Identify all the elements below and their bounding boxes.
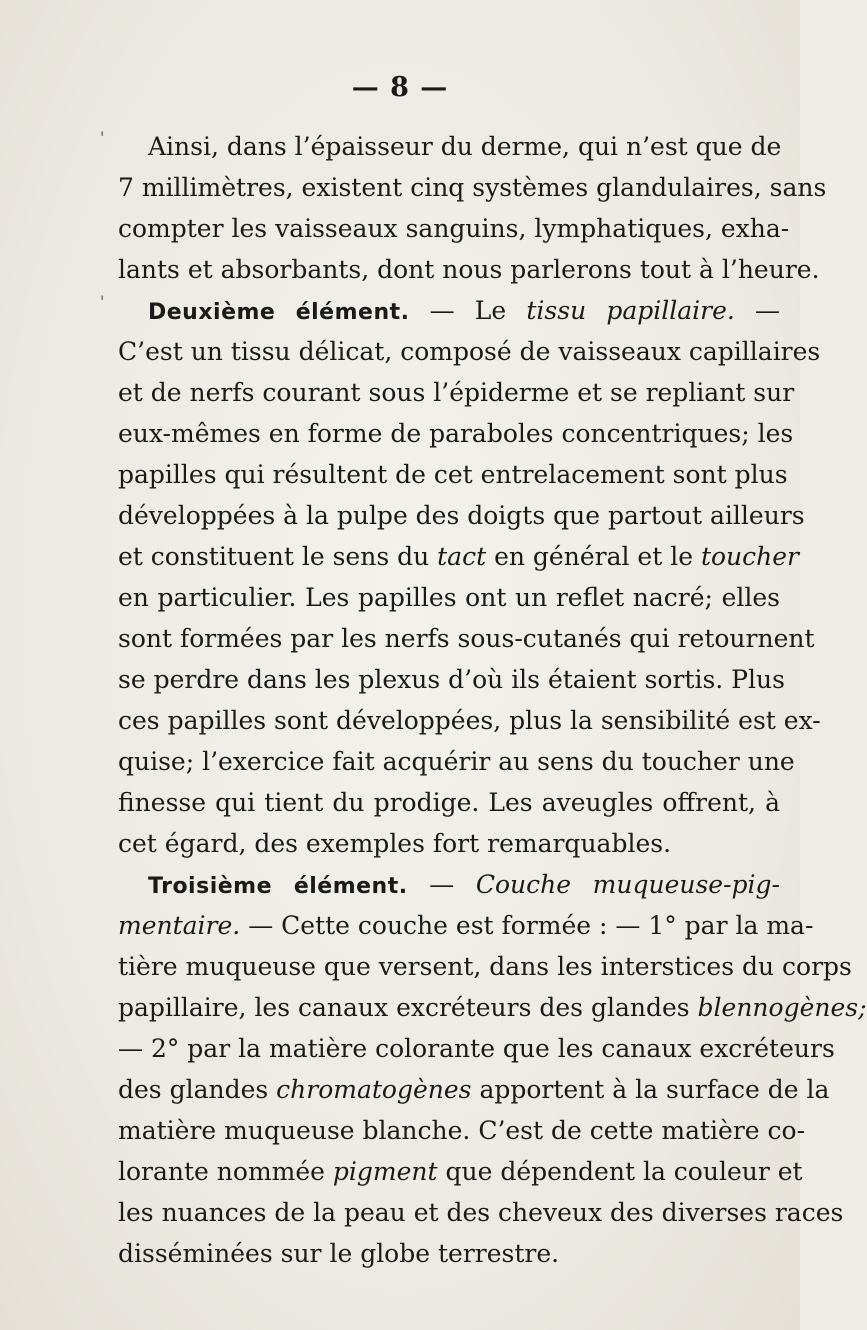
text-span: lorante nommée bbox=[118, 1157, 333, 1186]
text-line: matière muqueuse blanche. C’est de cette matière co- bbox=[118, 1116, 806, 1145]
text-line bbox=[118, 1069, 830, 1110]
text-span: des glandes bbox=[118, 1075, 277, 1104]
text-span: — bbox=[407, 870, 476, 899]
text-span: papillaire, les canaux excréteurs des glandes bbox=[118, 993, 698, 1022]
text-line: sont formées par les nerfs sous-cutanés qui retournent bbox=[118, 624, 815, 653]
text-line: tière muqueuse que versent, dans les interstices du corps bbox=[118, 952, 852, 981]
margin-mark: ' bbox=[100, 292, 105, 311]
italic-term: blennogènes; bbox=[697, 993, 867, 1022]
text-line: et de nerfs courant sous l’épiderme et se repliant sur bbox=[118, 378, 795, 407]
italic-term: pigment bbox=[332, 1157, 438, 1186]
italic-term: toucher bbox=[700, 542, 799, 571]
text-span: que dépendent la couleur et bbox=[437, 1157, 803, 1186]
text-line: les nuances de la peau et des cheveux des diverses races bbox=[118, 1198, 844, 1227]
text-line: en particulier. Les papilles ont un reflet nacré; elles bbox=[118, 583, 780, 612]
text-span: apportent à la surface de la bbox=[471, 1075, 830, 1104]
text-span: et constituent le sens du bbox=[118, 542, 438, 571]
text-line: compter les vaisseaux sanguins, lymphatiques, exha- bbox=[118, 214, 790, 243]
text-line: papilles qui résultent de cet entrelacement sont plus bbox=[118, 460, 788, 489]
text-line: C’est un tissu délicat, composé de vaisseaux capillaires bbox=[118, 337, 821, 366]
italic-term: tact bbox=[437, 542, 487, 571]
text-line bbox=[118, 905, 814, 946]
section-heading: Deuxième élément. bbox=[148, 300, 410, 325]
text-line: ces papilles sont développées, plus la sensibilité est ex- bbox=[118, 706, 821, 735]
section-heading-line bbox=[118, 864, 780, 905]
italic-term: mentaire. bbox=[118, 911, 241, 940]
text-line bbox=[118, 987, 867, 1028]
text-span: — bbox=[734, 296, 781, 325]
text-line: cet égard, des exemples fort remarquables. bbox=[118, 829, 672, 858]
text-line: se perdre dans les plexus d’où ils étaient sortis. Plus bbox=[118, 665, 785, 694]
text-line bbox=[118, 536, 799, 577]
italic-term: tissu papillaire. bbox=[526, 296, 735, 325]
text-line: quise; l’exercice fait acquérir au sens du toucher une bbox=[118, 747, 795, 776]
text-span: — Cette couche est formée : — 1° par la ma- bbox=[240, 911, 814, 940]
section-heading: Troisième élément. bbox=[148, 874, 408, 899]
text-line: finesse qui tient du prodige. Les aveugles offrent, à bbox=[118, 788, 780, 817]
page-number: — 8 — bbox=[351, 72, 449, 103]
text-line: — 2° par la matière colorante que les canaux excréteurs bbox=[118, 1034, 835, 1063]
text-line: 7 millimètres, existent cinq systèmes glandulaires, sans bbox=[118, 173, 827, 202]
text-line: eux-mêmes en forme de paraboles concentriques; les bbox=[118, 419, 794, 448]
text-line bbox=[118, 1151, 803, 1192]
section-heading-line bbox=[118, 290, 780, 331]
text-line: Ainsi, dans l’épaisseur du derme, qui n’est que de bbox=[148, 132, 782, 161]
text-span: — Le bbox=[409, 296, 527, 325]
text-span: en général et le bbox=[486, 542, 701, 571]
margin-mark: ' bbox=[100, 128, 105, 147]
text-line: développées à la pulpe des doigts que partout ailleurs bbox=[118, 501, 805, 530]
italic-term: Couche muqueuse-pig- bbox=[475, 870, 780, 899]
text-line: lants et absorbants, dont nous parlerons tout à l’heure. bbox=[118, 255, 820, 284]
body-text bbox=[118, 126, 867, 1274]
italic-term: chromatogènes bbox=[276, 1075, 472, 1104]
text-line: disséminées sur le globe terrestre. bbox=[118, 1239, 560, 1268]
